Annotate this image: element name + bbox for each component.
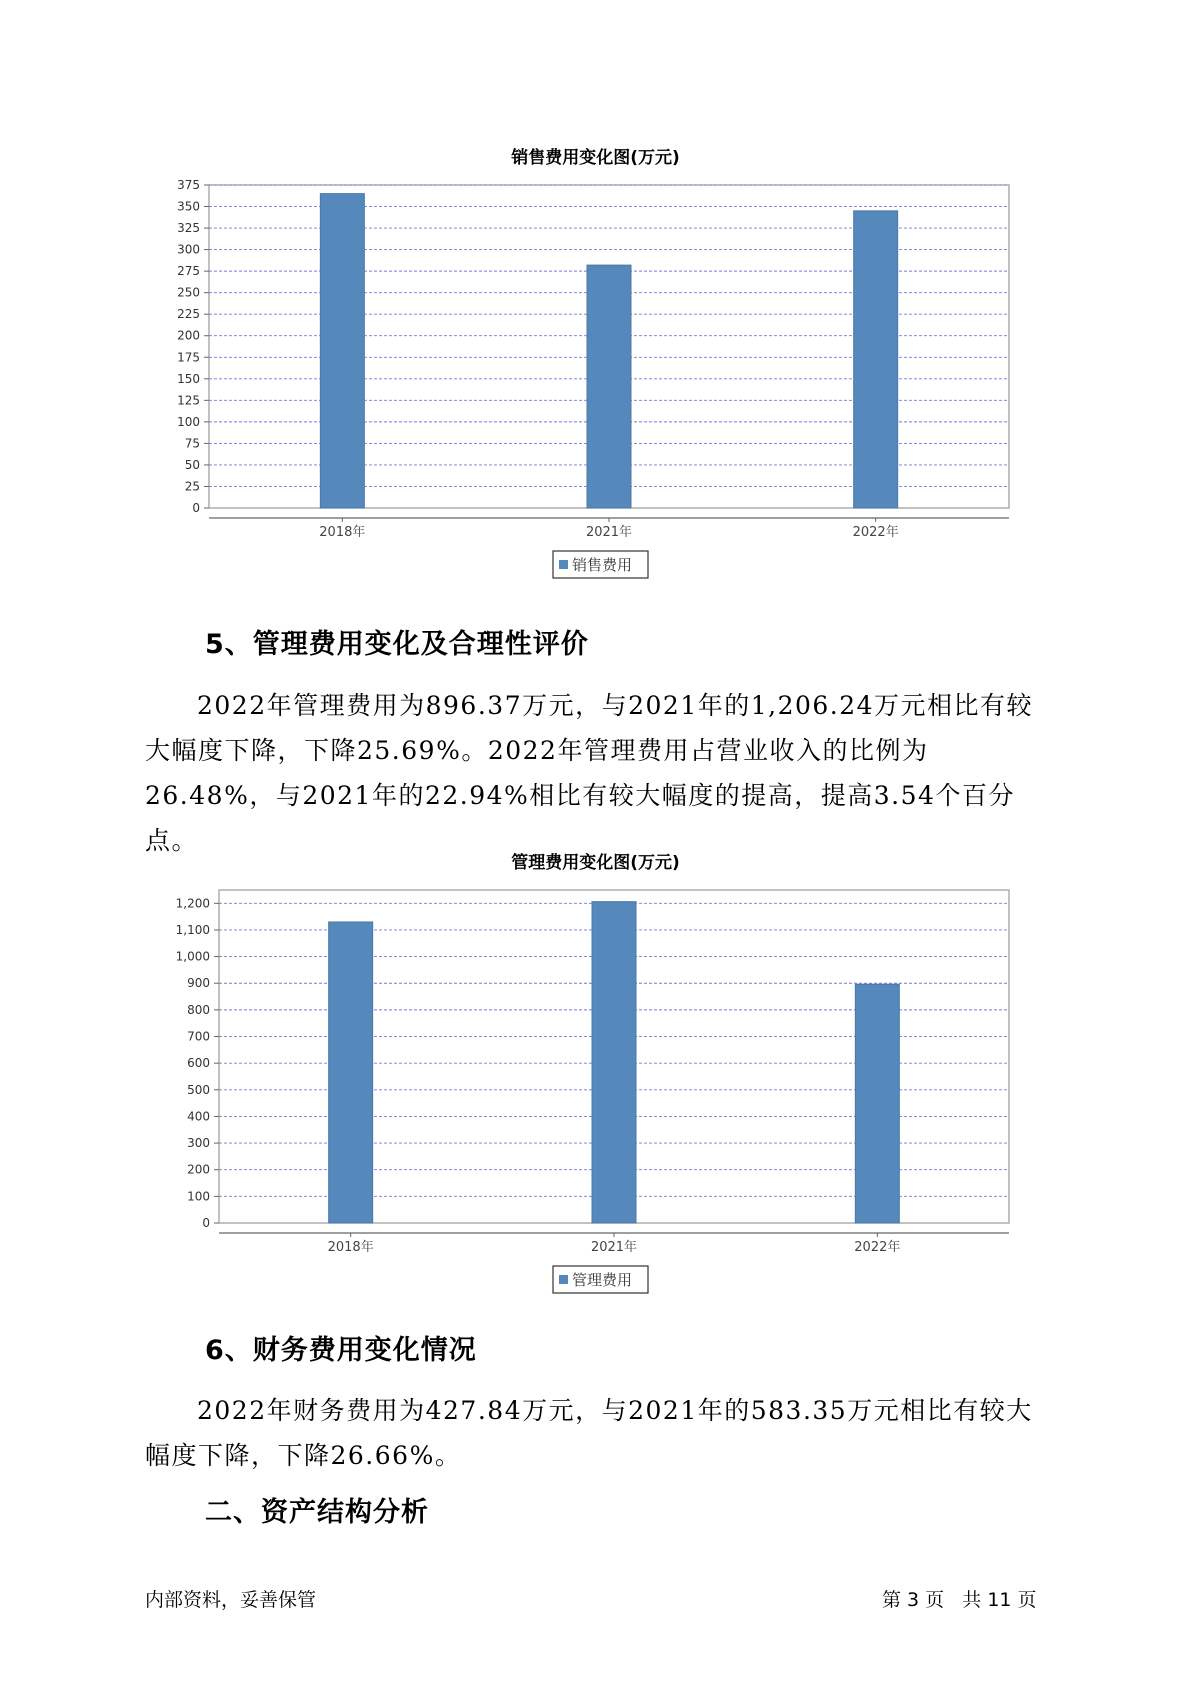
- bar-2021年: [587, 265, 631, 508]
- y-tick-label: 1,200: [175, 896, 210, 911]
- y-tick-label: 600: [187, 1056, 210, 1071]
- y-tick-label: 350: [177, 199, 200, 214]
- y-tick-label: 200: [177, 328, 200, 343]
- y-tick-label: 100: [187, 1189, 210, 1204]
- y-tick-label: 300: [187, 1136, 210, 1151]
- sales-expense-chart: [0, 170, 1191, 590]
- y-tick-label: 200: [187, 1162, 210, 1177]
- y-tick-label: 175: [177, 350, 200, 365]
- section5-paragraph: 2022年管理费用为896.37万元，与2021年的1,206.24万元相比有较大幅度下降，下降25.69%。2022年管理费用占营业收入的比例为26.48%，与2021年的22.94%相比有较大幅度的提高，提高3.54个百分点。: [145, 691, 1034, 855]
- bar-2021年: [592, 902, 636, 1223]
- y-tick-label: 375: [177, 178, 200, 192]
- legend-label: 销售费用: [572, 556, 633, 574]
- legend-swatch: [559, 1275, 568, 1284]
- y-tick-label: 500: [187, 1082, 210, 1097]
- y-tick-label: 1,000: [175, 949, 210, 964]
- admin-expense-chart: [0, 875, 1191, 1305]
- chart2-title: 管理费用变化图(万元): [511, 853, 680, 873]
- y-tick-label: 275: [177, 264, 200, 279]
- y-tick-label: 0: [192, 501, 200, 515]
- section6-heading: 6、财务费用变化情况: [205, 1335, 477, 1366]
- y-tick-label: 50: [184, 457, 200, 472]
- y-tick-label: 325: [177, 221, 200, 236]
- y-tick-label: 800: [187, 1002, 210, 1017]
- y-tick-label: 700: [187, 1029, 210, 1044]
- footer-page-number: 第 3 页 共 11 页: [882, 1589, 1037, 1611]
- y-tick-label: 250: [177, 285, 200, 300]
- bar-2018年: [329, 922, 373, 1223]
- y-tick-label: 75: [184, 436, 200, 451]
- section-asset-structure-heading: 二、资产结构分析: [205, 1497, 429, 1528]
- y-tick-label: 225: [177, 307, 200, 322]
- y-tick-label: 0: [202, 1216, 210, 1230]
- y-tick-label: 125: [177, 393, 200, 408]
- footer-confidential: 内部资料，妥善保管: [145, 1589, 317, 1611]
- bar-2022年: [854, 211, 898, 508]
- y-tick-label: 100: [177, 414, 200, 429]
- y-tick-label: 1,100: [175, 922, 210, 937]
- y-tick-label: 25: [184, 479, 200, 494]
- section5-heading: 5、管理费用变化及合理性评价: [205, 629, 589, 660]
- x-tick-label: 2021年: [585, 525, 633, 540]
- legend-swatch: [559, 560, 568, 569]
- bar-2022年: [855, 984, 899, 1223]
- legend-label: 管理费用: [572, 1271, 633, 1289]
- y-tick-label: 900: [187, 976, 210, 991]
- bar-2018年: [320, 194, 364, 508]
- x-tick-label: 2018年: [319, 525, 366, 540]
- section6-paragraph: 2022年财务费用为427.84万元，与2021年的583.35万元相比有较大幅度下降，下降26.66%。: [145, 1396, 1033, 1470]
- x-tick-label: 2021年: [590, 1240, 638, 1255]
- x-tick-label: 2022年: [854, 1240, 901, 1255]
- y-tick-label: 300: [177, 242, 200, 257]
- x-tick-label: 2022年: [852, 525, 899, 540]
- chart1-title: 销售费用变化图(万元): [511, 148, 680, 168]
- x-tick-label: 2018年: [327, 1240, 374, 1255]
- y-tick-label: 150: [177, 371, 200, 386]
- y-tick-label: 400: [187, 1109, 210, 1124]
